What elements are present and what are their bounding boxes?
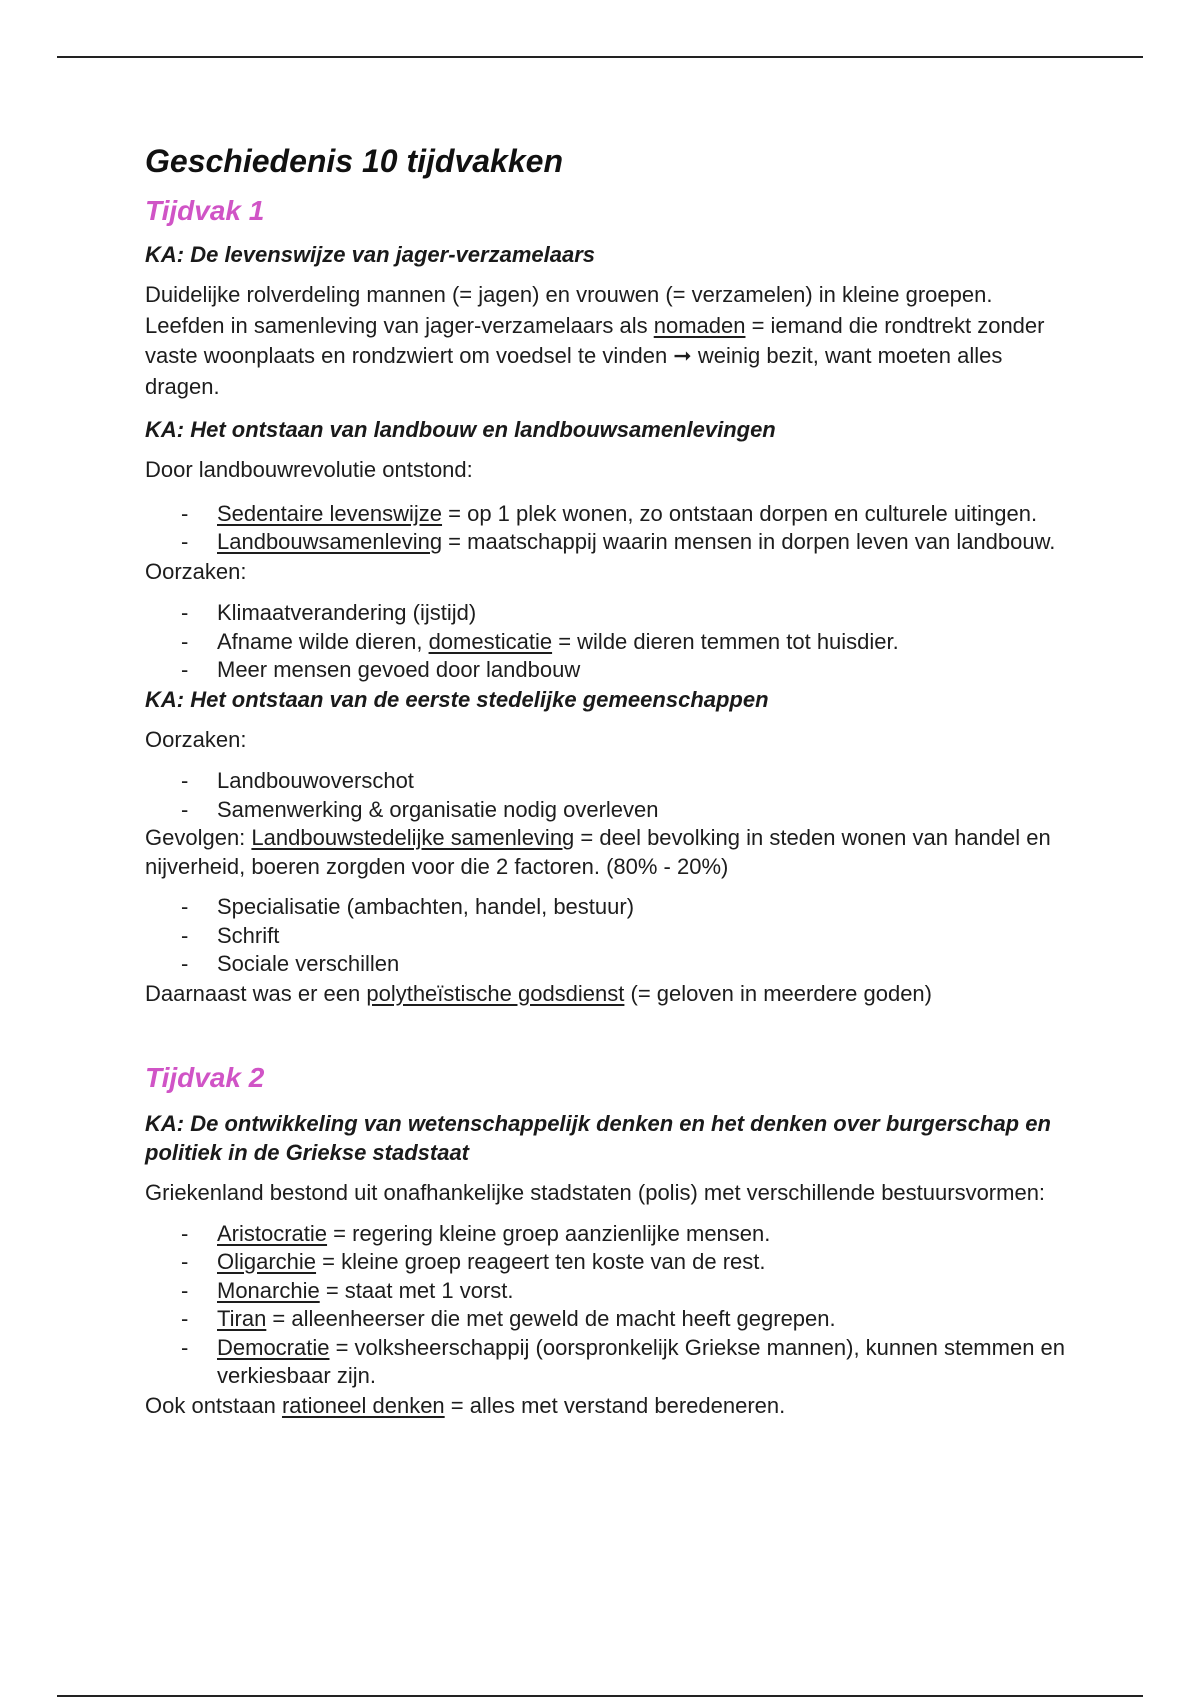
text-span: = deel bevolking in steden wonen van handel en nijverheid, boeren zorgden voor die 2 factoren. (80% - 20%) <box>145 825 1051 879</box>
text-span: Ook ontstaan <box>145 1392 282 1418</box>
ka-griekse-stadstaat-heading: KA: De ontwikkeling van wetenschappelijk denken en het denken over burgerschap en politiek in de Griekse stadstaat <box>145 1111 1051 1165</box>
paragraph-jager-verzamelaars <box>145 280 1065 402</box>
list-stedelijk-oorzaken <box>145 767 1065 824</box>
document-content <box>145 138 1065 1421</box>
list-item <box>145 1220 1065 1249</box>
list-item <box>145 500 1065 529</box>
list-item <box>145 1248 1065 1277</box>
text-span: = maatschappij waarin mensen in dorpen leven van landbouw. <box>442 529 1056 554</box>
ka-landbouw-heading: KA: Het ontstaan van landbouw en landbouwsamenlevingen <box>145 417 776 442</box>
term-landbouwstedelijke-samenleving: Landbouwstedelijke samenleving <box>251 825 575 850</box>
list-item <box>145 628 1065 657</box>
text-span: Gevolgen: <box>145 825 252 850</box>
bullet-dash: - <box>181 922 189 948</box>
term-nomaden: nomaden <box>653 312 746 338</box>
text-span: = iemand die rondtrekt zonder vaste woonplaats en rondzwiert om voedsel te vinden ➞ weinig bezit, want moeten alles dragen. <box>145 312 1045 399</box>
text-span: (= geloven in meerdere goden) <box>624 980 932 1006</box>
term-monarchie: Monarchie <box>217 1277 320 1303</box>
term-rationeel-denken: rationeel denken <box>281 1392 445 1418</box>
text-span: Duidelijke rolverdeling mannen (= jagen) en vrouwen (= verzamelen) in kleine groepen. Leefden in samenleving van jager-verzamelaars als <box>145 282 993 338</box>
text-span: Samenwerking & organisatie nodig overleven <box>217 796 659 822</box>
ka-jager-verzamelaars-heading: KA: De levenswijze van jager-verzamelaars <box>145 242 596 267</box>
bullet-dash: - <box>181 657 189 682</box>
term-aristocratie: Aristocratie <box>217 1220 328 1246</box>
text-span: Afname wilde dieren, <box>217 628 429 654</box>
bullet-dash: - <box>181 529 189 554</box>
term-polytheistische-godsdienst: polytheïstische godsdienst <box>366 980 625 1006</box>
text-span: = alles met verstand beredeneren. <box>444 1392 786 1418</box>
list-item <box>145 922 1065 951</box>
text-span: Schrift <box>217 922 280 948</box>
paragraph-gevolgen <box>145 824 1065 881</box>
term-landbouwsamenleving: Landbouwsamenleving <box>217 529 443 554</box>
bullet-dash: - <box>181 600 189 625</box>
term-domesticatie: domesticatie <box>428 628 553 654</box>
list-item <box>145 950 1065 979</box>
tijdvak-2-heading: Tijdvak 2 <box>145 1062 265 1093</box>
intro-landbouwrevolutie: Door landbouwrevolutie ontstond: <box>145 457 473 482</box>
text-span: = op 1 plek wonen, zo ontstaan dorpen en culturele uitingen. <box>442 500 1038 526</box>
list-item <box>145 893 1065 922</box>
term-tiran: Tiran <box>217 1306 267 1331</box>
text-span: Meer mensen gevoed door landbouw <box>217 657 581 682</box>
paragraph-daarnaast <box>145 979 1065 1010</box>
text-span: = alleenheerser die met geweld de macht heeft gegrepen. <box>266 1306 836 1331</box>
label-oorzaken: Oorzaken: <box>145 726 247 752</box>
bullet-dash: - <box>181 1249 189 1274</box>
text-span: = volksheerschappij (oorspronkelijk Griekse mannen), kunnen stemmen en verkiesbaar zijn. <box>217 1334 1066 1388</box>
list-item <box>145 796 1065 825</box>
list-item <box>145 599 1065 628</box>
label-oorzaken: Oorzaken: <box>145 558 247 584</box>
document-title: Geschiedenis 10 tijdvakken <box>145 143 563 179</box>
bullet-dash: - <box>181 628 189 654</box>
list-item <box>145 1277 1065 1306</box>
bullet-dash: - <box>181 500 189 526</box>
text-span: Specialisatie (ambachten, handel, bestuur) <box>217 894 635 919</box>
term-oligarchie: Oligarchie <box>217 1249 317 1274</box>
tijdvak-1-heading: Tijdvak 1 <box>145 195 265 226</box>
bullet-dash: - <box>181 1277 189 1303</box>
list-item <box>145 767 1065 796</box>
ka-stedelijke-gemeenschappen-heading: KA: Het ontstaan van de eerste stedelijke gemeenschappen <box>145 686 769 712</box>
text-span: = regering kleine groep aanzienlijke mensen. <box>327 1220 771 1246</box>
list-bestuursvormen <box>145 1220 1065 1391</box>
bullet-dash: - <box>181 1306 189 1331</box>
bottom-rule <box>57 1695 1143 1697</box>
term-democratie: Democratie <box>217 1334 330 1360</box>
bullet-dash: - <box>181 796 189 822</box>
bullet-dash: - <box>181 894 189 919</box>
bullet-dash: - <box>181 1334 189 1360</box>
term-sedentaire-levenswijze: Sedentaire levenswijze <box>217 500 443 526</box>
paragraph-rationeel-denken <box>145 1391 1065 1422</box>
list-landbouw-oorzaken <box>145 599 1065 685</box>
text-span: = staat met 1 vorst. <box>319 1277 514 1303</box>
top-rule <box>57 56 1143 58</box>
text-span: Landbouwoverschot <box>217 768 414 793</box>
text-span: = wilde dieren temmen tot huisdier. <box>552 628 899 654</box>
text-span: Klimaatverandering (ijstijd) <box>217 600 477 625</box>
list-stedelijk-gevolgen <box>145 893 1065 979</box>
text-span: Sociale verschillen <box>217 951 400 976</box>
list-item <box>145 656 1065 685</box>
text-span: = kleine groep reageert ten koste van de rest. <box>316 1249 766 1274</box>
list-landbouw-gevolgen <box>145 500 1065 557</box>
text-span: Daarnaast was er een <box>145 980 367 1006</box>
list-item <box>145 1334 1065 1391</box>
list-item <box>145 528 1065 557</box>
list-item <box>145 1305 1065 1334</box>
bullet-dash: - <box>181 951 189 976</box>
intro-griekenland: Griekenland bestond uit onafhankelijke stadstaten (polis) met verschillende bestuursvormen: <box>145 1180 1046 1205</box>
bullet-dash: - <box>181 1220 189 1246</box>
bullet-dash: - <box>181 768 189 793</box>
